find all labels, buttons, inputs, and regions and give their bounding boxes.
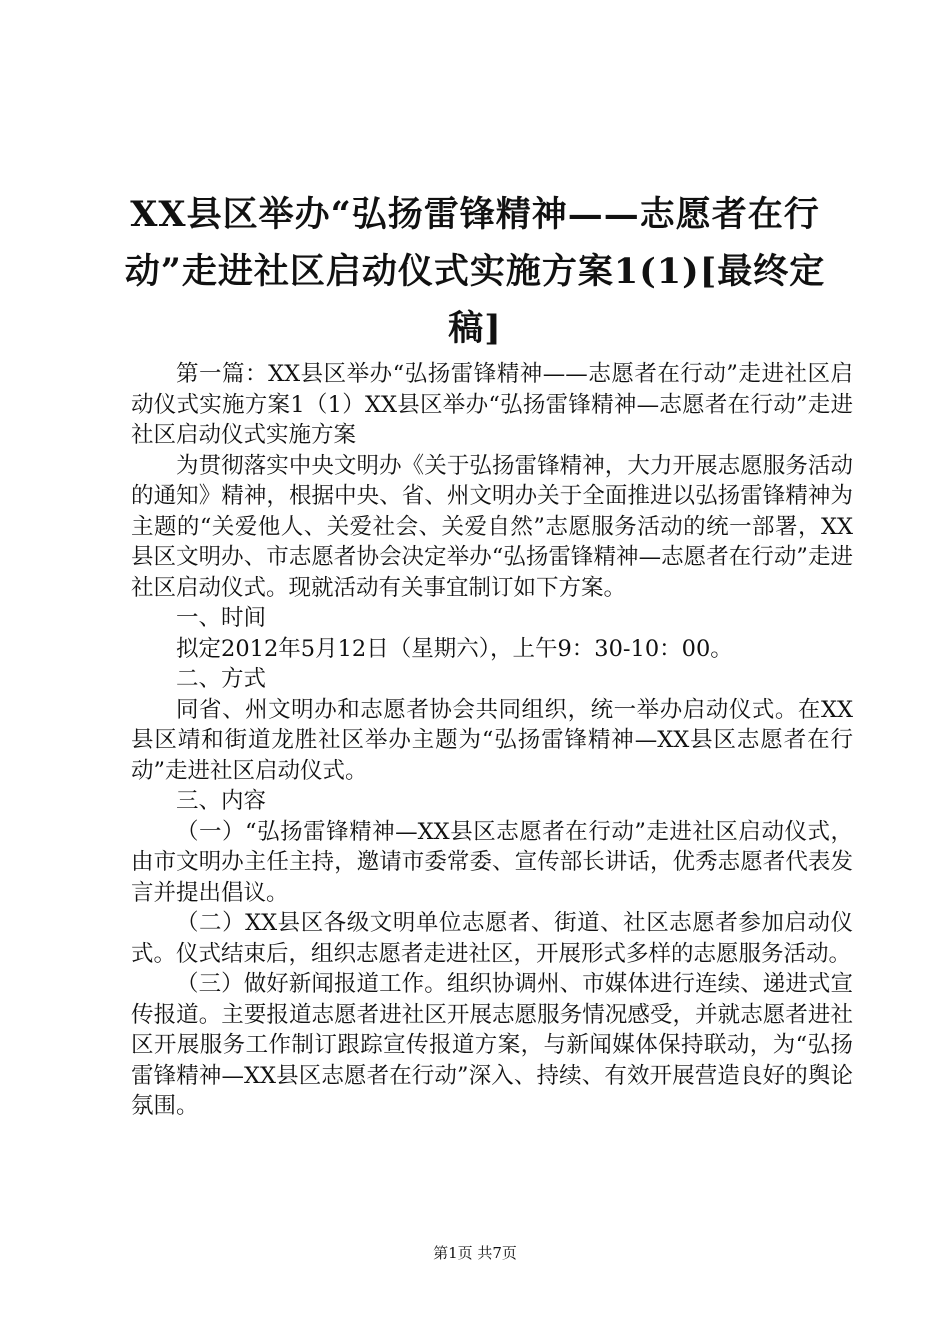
paragraph-content-1: （一）“弘扬雷锋精神—XX县区志愿者在行动”走进社区启动仪式，由市文明办主任主持，邀请市委常委、宣传部长讲话，优秀志愿者代表发言并提出倡议。 [131, 818, 853, 906]
paragraph-time: 拟定2012年5月12日（星期六），上午9：30-10：00。 [176, 635, 733, 662]
paragraph-method: 同省、州文明办和志愿者协会共同组织，统一举办启动仪式。在XX县区靖和街道龙胜社区举办主题为“弘扬雷锋精神—XX县区志愿者在行动”走进社区启动仪式。 [131, 696, 853, 784]
page-number: 第1页 共7页 [433, 1244, 517, 1262]
section-heading-content: 三、内容 [176, 788, 267, 814]
section-heading-method: 二、方式 [176, 666, 267, 692]
paragraph-intro: 第一篇：XX县区举办“弘扬雷锋精神——志愿者在行动”走进社区启动仪式实施方案1（1）XX县区举办“弘扬雷锋精神—志愿者在行动”走进社区启动仪式实施方案 [131, 361, 853, 448]
paragraph-content-2: （二）XX县区各级文明单位志愿者、街道、社区志愿者参加启动仪式。仪式结束后，组织志愿者走进社区，开展形式多样的志愿服务活动。 [131, 910, 853, 967]
section-heading-time: 一、时间 [176, 605, 267, 631]
paragraph-content-3: （三）做好新闻报道工作。组织协调州、市媒体进行连续、递进式宣传报道。主要报道志愿者进社区开展志愿服务情况感受，并就志愿者进社区开展服务工作制订跟踪宣传报道方案，与新闻媒体保持联动，为“弘扬雷锋精神—XX县区志愿者在行动”深入、持续、有效开展营造良好的舆论氛围。 [131, 971, 853, 1119]
document-body [131, 359, 853, 1122]
paragraph-purpose: 为贯彻落实中央文明办《关于弘扬雷锋精神，大力开展志愿服务活动的通知》精神，根据中央、省、州文明办关于全面推进以弘扬雷锋精神为主题的“关爱他人、关爱社会、关爱自然”志愿服务活动的统一部署，XX县区文明办、市志愿者协会决定举办“弘扬雷锋精神—志愿者在行动”走进社区启动仪式。现就活动有关事宜制订如下方案。 [131, 452, 853, 601]
page-footer [0, 1243, 950, 1263]
document-title: XX县区举办“弘扬雷锋精神——志愿者在行动”走进社区启动仪式实施方案1(1)[最终定稿] [124, 194, 826, 349]
